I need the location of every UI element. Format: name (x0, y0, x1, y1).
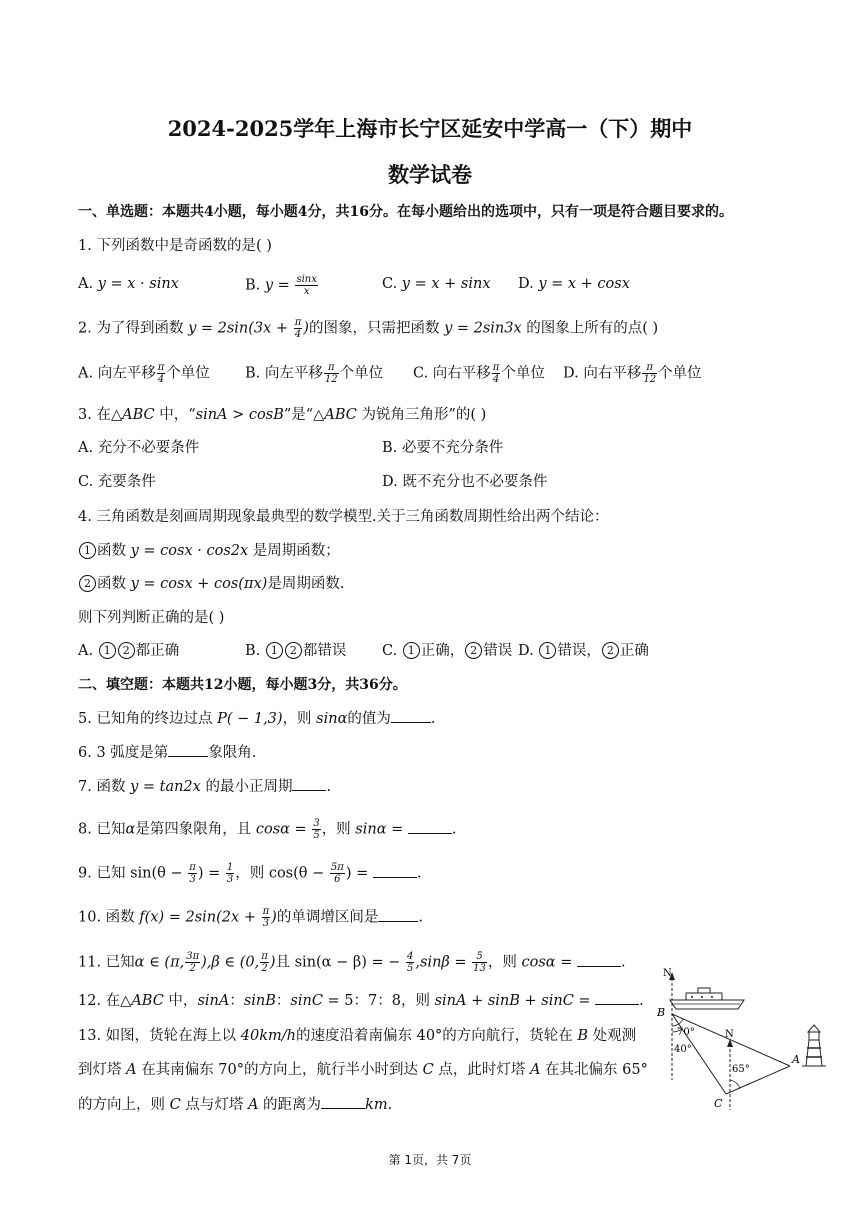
q4-option-a: A. 1 2 都正确 (78, 643, 180, 659)
answer-blank (408, 819, 452, 834)
answer-blank (321, 1094, 365, 1109)
answer-blank (292, 776, 326, 791)
answer-blank (595, 990, 639, 1005)
lighthouse-icon (802, 1025, 826, 1066)
fraction: $\frac{\pi}{12}$ (324, 362, 338, 385)
fraction: $\frac{\pi}{2}$ (261, 951, 268, 974)
answer-blank (373, 863, 417, 878)
q9: 9. 已知 sin(θ − $\frac{\pi}{3}$ ) = $\frac{1}{3}$ ，则 cos(θ − $\frac{5\pi}{6}$ ) = . (78, 862, 422, 885)
point-c-label: C (714, 1097, 723, 1110)
point-b-label: B (657, 1006, 666, 1019)
q1-stem: 1. 下列函数中是奇函数的是( ) (78, 238, 272, 254)
q4-option-b: B. 1 2 都错误 (245, 643, 347, 659)
q12: 12. 在△ABC 中，sinA：sinB：sinC = 5：7：8，则 sinA + sinB + sinC = . (78, 990, 644, 1011)
q13-line-2: 到灯塔 A 在其南偏东 70°的方向上，航行半小时到达 C 点，此时灯塔 A 在其北偏东 65° (78, 1062, 648, 1078)
fraction: $\frac{4}{5}$ (407, 951, 414, 974)
q4-option-c: C. 1 正确， 2 错误 (382, 643, 513, 659)
angle-arc-65 (730, 1080, 740, 1088)
q7: 7. 函数 y = tan2x 的最小正周期 . (78, 776, 331, 797)
answer-blank (577, 952, 621, 967)
fraction: $\frac{3}{5}$ (313, 818, 320, 841)
q13-figure (652, 962, 832, 1112)
q2-option-b: B. 向左平移 $\frac{\pi}{12}$ 个单位 (245, 362, 384, 385)
circled-number: 1 (79, 542, 96, 559)
answer-blank (378, 907, 418, 922)
q2-stem: 2. 为了得到函数 y = 2sin(3x + $\frac{\pi}{4}$ )的图象，只需把函数 y = 2sin3x 的图象上所有的点( ) (78, 317, 659, 340)
circled-number: 2 (79, 575, 96, 592)
q3-option-b: B. 必要不充分条件 (382, 440, 504, 456)
q4-ask: 则下列判断正确的是( ) (78, 610, 225, 626)
fraction: $\frac{\pi}{4}$ (294, 317, 302, 340)
angle-label-65: 65° (732, 1064, 750, 1075)
q8: 8. 已知α是第四象限角，且 cosα = $\frac{3}{5}$ ，则 sinα = . (78, 818, 457, 841)
angle-label-70: 70° (677, 1027, 695, 1038)
q4-option-d: D. 1 错误， 2 正确 (518, 643, 649, 659)
fraction: $\frac{\pi}{3}$ (189, 862, 196, 885)
fraction: $\frac{\sin x}{x}$ (296, 274, 317, 297)
fraction: $\frac{5}{13}$ (473, 951, 486, 974)
q3-stem: 3. 在△ABC 中，“sinA > cosB”是“△ABC 为锐角三角形”的( ) (78, 407, 487, 423)
q3-option-c: C. 充要条件 (78, 474, 156, 490)
fraction: $\frac{1}{3}$ (226, 862, 234, 885)
fraction: $\frac{3\pi}{2}$ (186, 951, 200, 974)
answer-blank (391, 708, 431, 723)
q3-option-d: D. 既不充分也不必要条件 (382, 474, 548, 490)
q4-conclusion-2: 2 函数 y = cosx + cos(πx)是周期函数. (78, 574, 344, 594)
q1-option-a: A. y = x · sinx (78, 276, 179, 292)
q2-option-c: C. 向右平移 $\frac{\pi}{4}$ 个单位 (413, 362, 545, 385)
q6: 6. 3 弧度是第 象限角. (78, 742, 256, 763)
q1-option-d: D. y = x + cosx (518, 276, 630, 292)
section1-heading: 一、单选题：本题共4小题，每小题4分，共16分。在每小题给出的选项中，只有一项是符合题目要求的。 (78, 204, 733, 220)
answer-blank (168, 742, 208, 757)
north-label-top: N (663, 968, 672, 979)
page-footer: 第 1页，共 7页 (388, 1153, 472, 1167)
point-a-label: A (792, 1053, 800, 1066)
q4-conclusion-1: 1 函数 y = cosx · cos2x 是周期函数； (78, 541, 340, 561)
q4-stem: 4. 三角函数是刻画周期现象最典型的数学模型.关于三角函数周期性给出两个结论： (78, 509, 609, 525)
fraction: $\frac{\pi}{3}$ (262, 906, 270, 929)
fraction: $\frac{5\pi}{6}$ (330, 862, 344, 885)
q2-option-d: D. 向右平移 $\frac{\pi}{12}$ 个单位 (563, 362, 702, 385)
q5: 5. 已知角的终边过点 P( − 1,3)，则 sinα的值为 . (78, 708, 436, 729)
fraction: $\frac{\pi}{12}$ (643, 362, 657, 385)
north-label-mid: N (725, 1029, 734, 1040)
q11: 11. 已知α ∈ (π, $\frac{3\pi}{2}$ ),β ∈ (0, $\frac{\pi}{2}$ )且 sin(α − β) = − $\frac{4}{5}$ ,sinβ = $\frac{5}{13}$ ，则 cosα = . (78, 951, 626, 974)
ship-icon (670, 988, 744, 1009)
exam-subtitle: 数学试卷 (388, 162, 472, 187)
q3-option-a: A. 充分不必要条件 (78, 440, 200, 456)
section2-heading: 二、填空题：本题共12小题，每小题3分，共36分。 (78, 677, 407, 693)
q1-option-c: C. y = x + sinx (382, 276, 491, 292)
exam-title: 2024-2025学年上海市长宁区延安中学高一（下）期中 (167, 116, 693, 141)
q13-line-1: 13. 如图，货轮在海上以 40km/h的速度沿着南偏东 40°的方向航行，货轮在 B 处观测 (78, 1028, 637, 1044)
fraction: $\frac{\pi}{4}$ (157, 362, 165, 385)
q10: 10. 函数 f(x) = 2sin(2x + $\frac{\pi}{3}$ )的单调增区间是 . (78, 906, 423, 929)
q13-line-3: 的方向上，则 C 点与灯塔 A 的距离为 km. (78, 1094, 392, 1115)
q1-option-b: B. y = $\frac{\sin x}{x}$ (245, 274, 317, 297)
fraction: $\frac{\pi}{4}$ (492, 362, 500, 385)
q2-option-a: A. 向左平移 $\frac{\pi}{4}$ 个单位 (78, 362, 210, 385)
angle-label-40: 40° (674, 1044, 692, 1055)
